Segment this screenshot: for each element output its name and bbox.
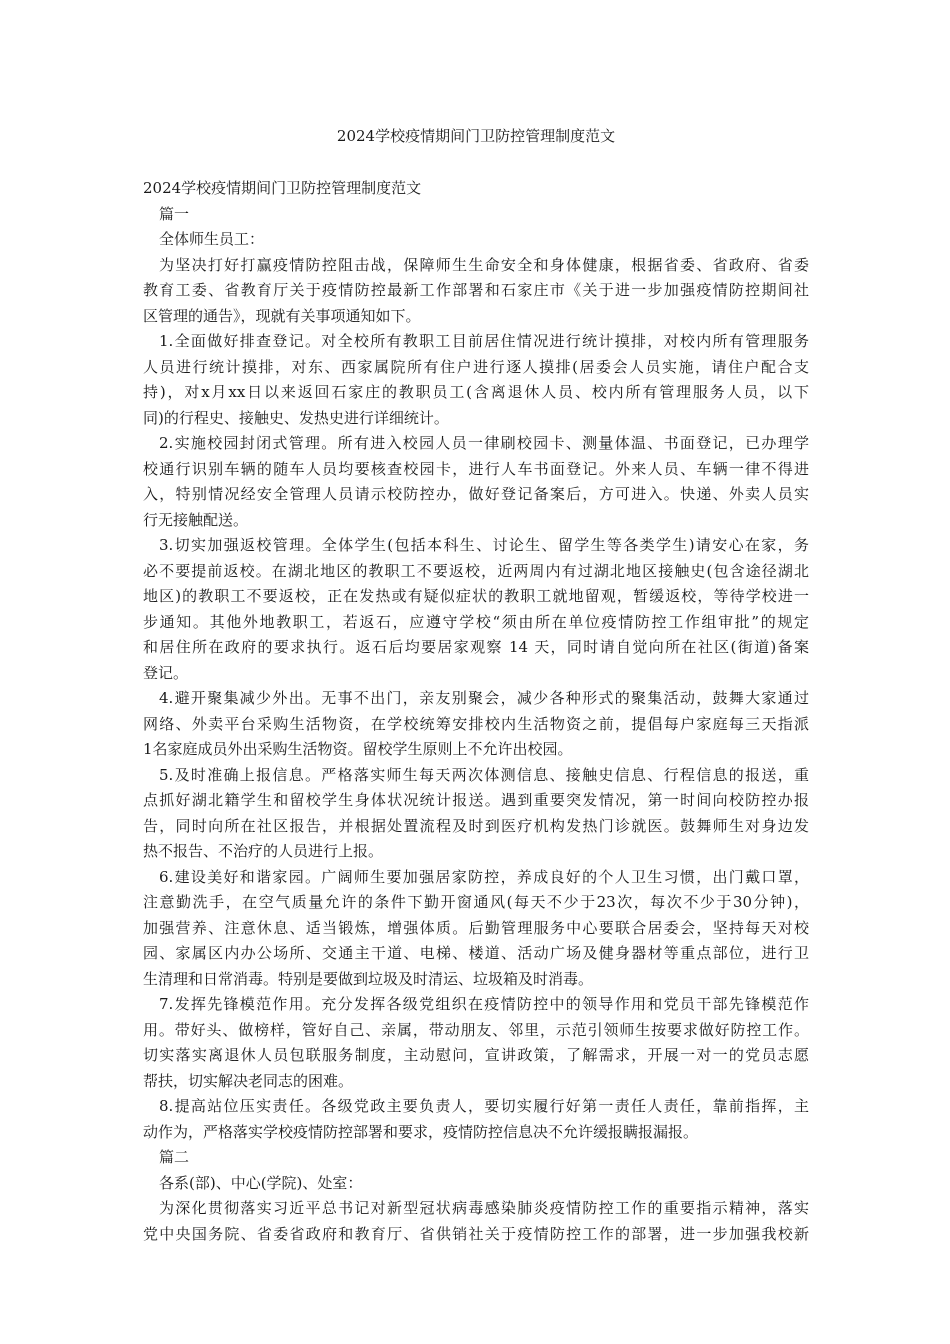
text-line: 告，同时向所在社区报告，并根据处置流程及时到医疗机构发热门诊就医。鼓舞师生对身边发 xyxy=(143,816,809,835)
text-line: 篇一 xyxy=(159,204,190,223)
text-line: 注意勤洗手，在空气质量允许的条件下勤开窗通风(每天不少于23次，每次不少于30分钟)， xyxy=(143,893,809,911)
text-line: 3.切实加强返校管理。全体学生(包括本科生、讨论生、留学生等各类学生)请安心在家，务 xyxy=(159,536,809,554)
document-title: 2024学校疫情期间门卫防控管理制度范文 xyxy=(336,127,616,145)
text-line: 和居住所在政府的要求执行。返石后均要居家观察 14 天，同时请自觉向所在社区(街道)备案 xyxy=(143,638,809,656)
text-line: 切实落实离退休人员包联服务制度，主动慰问，宣讲政策，了解需求，开展一对一的党员志愿 xyxy=(143,1046,809,1064)
text-line: 5.及时准确上报信息。严格落实师生每天两次体测信息、接触史信息、行程信息的报送，重 xyxy=(159,765,809,784)
text-line: 必不要提前返校。在湖北地区的教职工不要返校，近两周内有过湖北地区接触史(包含途径湖北 xyxy=(143,561,809,580)
text-line: 2.实施校园封闭式管理。所有进入校园人员一律刷校园卡、测量体温、书面登记，已办理学 xyxy=(159,434,809,452)
text-line: 1.全面做好排查登记。对全校所有教职工目前居住情况进行统计摸排，对校内所有管理服务 xyxy=(159,332,809,350)
text-line: 热不报告、不治疗的人员进行上报。 xyxy=(143,842,384,860)
text-line: 持)，对x月xx日以来返回石家庄的教职员工(含离退休人员、校内所有管理服务人员，以下 xyxy=(143,383,809,401)
text-line: 为坚决打好打赢疫情防控阻击战，保障师生生命安全和身体健康，根据省委、省政府、省委 xyxy=(159,255,809,274)
text-line: 生清理和日常消毒。特别是要做到垃圾及时清运、垃圾箱及时消毒。 xyxy=(143,969,594,988)
text-line: 区管理的通告》，现就有关事项通知如下。 xyxy=(143,306,421,325)
text-line: 8.提高站位压实责任。各级党政主要负责人，要切实履行好第一责任人责任，靠前指挥，主 xyxy=(159,1097,809,1115)
text-line: 全体师生员工： xyxy=(159,230,265,248)
text-line: 地区)的教职工不要返校，正在发热或有疑似症状的教职工就地留观，暂缓返校，等待学校进一 xyxy=(143,587,809,605)
text-line: 各系(部)、中心(学院)、处室： xyxy=(159,1173,363,1192)
text-line: 教育工委、省教育厅关于疫情防控最新工作部署和石家庄市《关于进一步加强疫情防控期间社 xyxy=(143,281,809,299)
text-line: 步通知。其他外地教职工，若返石，应遵守学校“须由所在单位疫情防控工作组审批”的规定 xyxy=(143,612,809,631)
text-line: 2024学校疫情期间门卫防控管理制度范文 xyxy=(143,179,422,197)
text-line: 动作为，严格落实学校疫情防控部署和要求，疫情防控信息决不允许缓报瞒报漏报。 xyxy=(143,1122,699,1141)
text-line: 园、家属区内办公场所、交通主干道、电梯、楼道、活动广场及健身器材等重点部位，进行卫 xyxy=(143,944,809,962)
document-page xyxy=(143,0,809,1344)
text-line: 为深化贯彻落实习近平总书记对新型冠状病毒感染肺炎疫情防控工作的重要指示精神，落实 xyxy=(159,1199,809,1217)
text-line: 用。带好头、做榜样，管好自己、亲属，带动朋友、邻里，示范引领师生按要求做好防控工作。 xyxy=(143,1020,809,1039)
text-line: 点抓好湖北籍学生和留校学生身体状况统计报送。遇到重要突发情况，第一时间向校防控办报 xyxy=(143,791,809,809)
text-line: 党中央国务院、省委省政府和教育厅、省供销社关于疫情防控工作的部署，进一步加强我校新 xyxy=(143,1224,809,1243)
text-line: 4.避开聚集减少外出。无事不出门，亲友别聚会，减少各种形式的聚集活动，鼓舞大家通过 xyxy=(159,689,809,707)
document-body xyxy=(143,176,809,1247)
text-line: 6.建设美好和谐家园。广阔师生要加强居家防控，养成良好的个人卫生习惯，出门戴口罩， xyxy=(159,867,809,886)
text-line: 帮扶，切实解决老同志的困难。 xyxy=(143,1071,354,1090)
text-line: 人员进行统计摸排，对东、西家属院所有住户进行逐人摸排(居委会人员实施，请住户配合支 xyxy=(143,357,809,376)
text-line: 入，特别情况经安全管理人员请示校防控办，做好登记备案后，方可进入。快递、外卖人员实 xyxy=(143,485,809,503)
text-line: 网络、外卖平台采购生活物资，在学校统筹安排校内生活物资之前，提倡每户家庭每三天指派 xyxy=(143,714,809,733)
text-line: 行无接触配送。 xyxy=(143,510,249,529)
text-line: 7.发挥先锋模范作用。充分发挥各级党组织在疫情防控中的领导作用和党员干部先锋模范作 xyxy=(159,995,809,1013)
text-line: 加强营养、注意休息、适当锻炼，增强体质。后勤管理服务中心要联合居委会，坚持每天对校 xyxy=(143,918,809,937)
text-line: 登记。 xyxy=(143,663,189,682)
text-line: 同)的行程史、接触史、发热史进行详细统计。 xyxy=(143,408,449,427)
text-line: 1名家庭成员外出采购生活物资。留校学生原则上不允许出校园。 xyxy=(143,740,573,758)
text-line: 校通行识别车辆的随车人员均要核查校园卡，进行人车书面登记。外来人员、车辆一律不得进 xyxy=(143,459,809,478)
text-line: 篇二 xyxy=(159,1148,190,1166)
